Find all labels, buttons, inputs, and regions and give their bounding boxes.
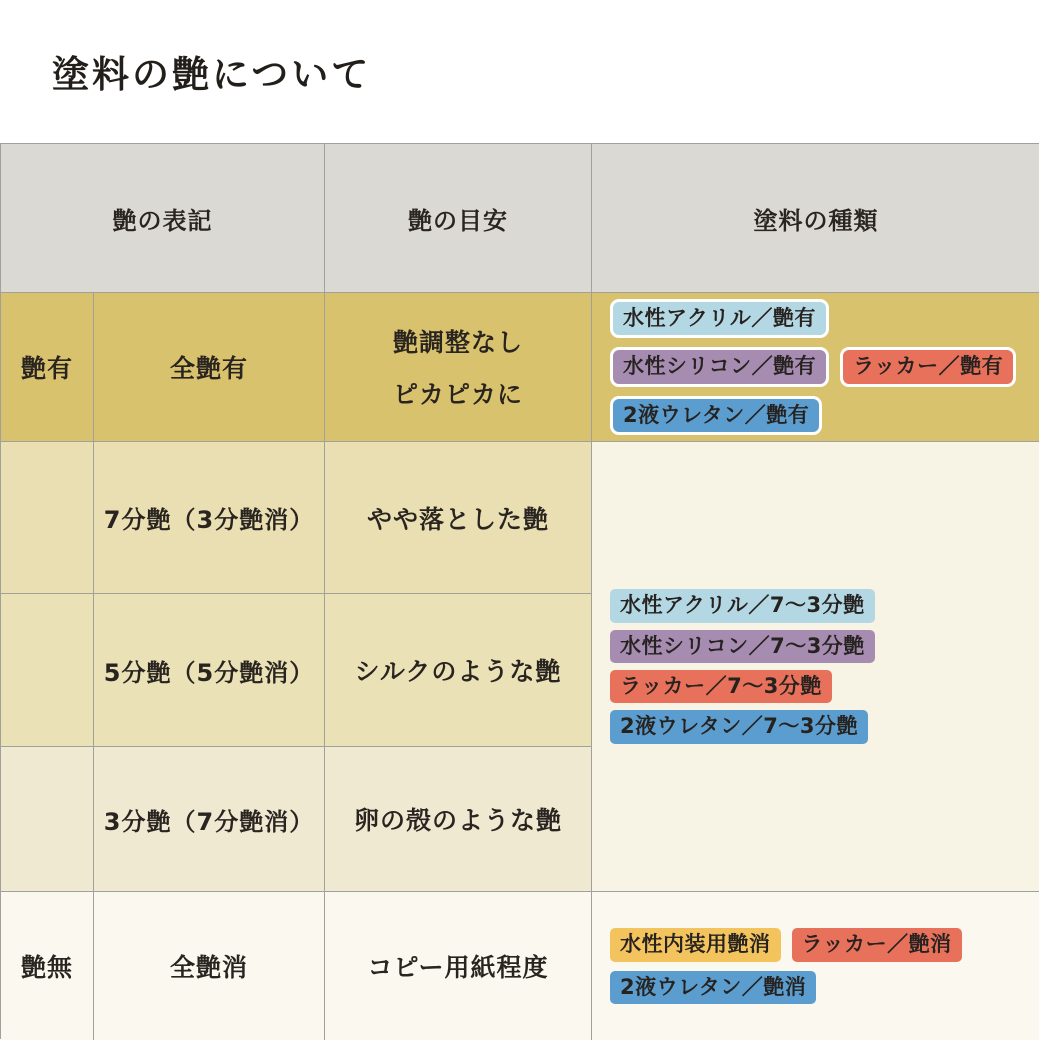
notation-3bu: 3分艶（7分艶消） xyxy=(93,746,324,891)
paints-partial-gloss xyxy=(591,441,1039,891)
paint-badge: 水性シリコン／艶有 xyxy=(610,347,829,386)
guide-line-2: ピカピカに xyxy=(392,380,523,409)
notation-7bu: 7分艶（3分艶消） xyxy=(93,441,324,593)
guide-5bu: シルクのような艶 xyxy=(324,593,591,746)
paint-badge: ラッカー／艶消 xyxy=(792,928,962,961)
header-paint-types: 塗料の種類 xyxy=(591,144,1039,292)
header-gloss-guide: 艶の目安 xyxy=(324,144,591,292)
paint-badge: 2液ウレタン／艶消 xyxy=(610,971,816,1004)
category-empty-3 xyxy=(1,746,93,891)
notation-5bu: 5分艶（5分艶消） xyxy=(93,593,324,746)
page-title: 塗料の艶について xyxy=(52,53,372,96)
notation-full-matte: 全艶消 xyxy=(93,891,324,1040)
paint-badge: ラッカー／艶有 xyxy=(840,347,1016,386)
guide-3bu: 卵の殻のような艶 xyxy=(324,746,591,891)
guide-line-1: 艶調整なし xyxy=(392,328,523,357)
category-matte: 艶無 xyxy=(1,891,93,1040)
guide-7bu: やや落とした艶 xyxy=(324,441,591,593)
guide-full-matte: コピー用紙程度 xyxy=(324,891,591,1040)
notation-full-gloss: 全艶有 xyxy=(93,292,324,441)
paint-badge: 水性アクリル／艶有 xyxy=(610,299,829,338)
category-empty-1 xyxy=(1,441,93,593)
paint-badge: 水性内装用艶消 xyxy=(610,928,781,961)
paints-full-gloss xyxy=(591,292,1039,441)
header-gloss-notation: 艶の表記 xyxy=(1,144,324,292)
guide-full-gloss xyxy=(324,292,591,441)
paint-badge: 2液ウレタン／7～3分艶 xyxy=(610,710,868,743)
category-empty-2 xyxy=(1,593,93,746)
paint-badge: 水性シリコン／7～3分艶 xyxy=(610,630,875,663)
paint-badge: 2液ウレタン／艶有 xyxy=(610,396,822,435)
gloss-table xyxy=(0,143,1039,1039)
category-glossy: 艶有 xyxy=(1,292,93,441)
paint-badge: ラッカー／7～3分艶 xyxy=(610,670,832,703)
paints-full-matte xyxy=(591,891,1039,1040)
paint-badge: 水性アクリル／7～3分艶 xyxy=(610,589,875,622)
